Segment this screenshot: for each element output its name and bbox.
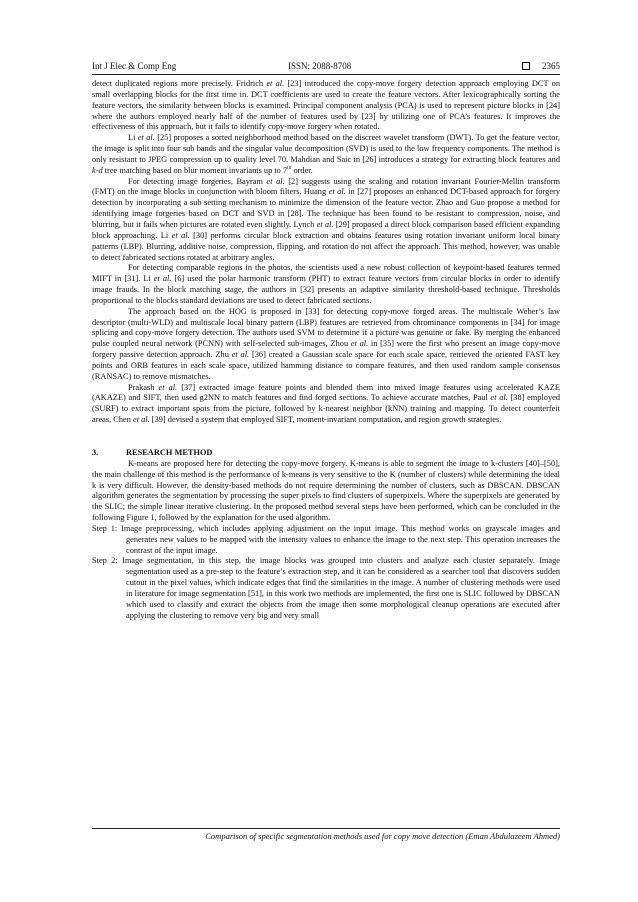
footer-rule	[92, 828, 560, 829]
page-number: 2365	[542, 61, 560, 71]
paragraph: For detecting image forgeries, Bayram et al. [2] suggests using the scaling and rotation invariant Fourier-Mellin transform (FMT) on the image blocks in conjunction with bloom filters. Huang et al. in [27] proposes an enhanced DCT-based approach for forgery detection by incorporating a sub setting mechanism to minimize the dimension of the feature vector. Zhao and Guo propose a method for identifying image forgeries based on DCT and SVD in [28]. The technique has been found to be resistant to compression, noise, and blurring, but it fails when pictures are rotated even slightly. Lynch et al. [29] proposed a direct block comparison based efficient expanding block approaching. Li et al. [30] performs circular block extraction and obtains features using rotation invariant uniform local binary patterns (LBP). Blurring, additive noise, compression, flipping, and rotation do not affect the approach. This method, however, was unable to detect fabricated sections rotated at arbitrary angles.	[92, 176, 560, 262]
method-step: Step 2: Image segmentation, in this step, the image blocks was grouped into clusters and analyze each cluster separately. Image segmentation used as a pre-step to the feature’s extraction step, and it can be considered as a searcher tool that discovers sudden cutout in the pixel values, which indicate edges that find the similarities in the image. A number of clustering methods were used in literature for image segmentation [51], in this work two methods are implemented, the first one is SLIC followed by DBSCAN which used to classify and extract the objects from the image then some morphological cleanup operations are executed after applying the clustering to remove very big and very small	[92, 556, 560, 620]
paragraph: The approach based on the HOG is proposed in [33] for detecting copy-move forged areas. The multiscale Weber’s law descriptor (multi-WLD) and multiscale local binary pattern (LBP) features are retrieved from chrominance components in [34] for image splicing and copy-move forgery detection. The authors used SVM to determine if a picture was genuine or fake. By merging the enhanced pulse coupled neural network (PCNN) with self-selected sub-images, Zhou et al. in [35] were the first who present an image copy-move forgery passive detection approach. Zhu et al. [36] created a Gaussian scale space for each scale space, retrieved the oriented FAST key points and ORB features in each scale space, utilized hamming distance to compare features, and then used random sample consensus (RANSAC) to remove mismatches.	[92, 306, 561, 381]
section-number: 3.	[92, 448, 99, 457]
paragraph: For detecting comparable regions in the photos, the scientists used a new robust collection of keypoint-based features termed MIFT in [31]. Li et al. [6] used the polar harmonic transform (PHT) to extract feature vectors from circular blocks in order to identify image frauds. In the block matching stage, the authors in [32] presents an adaptive similarity threshold-based technique. Thresholds proportional to the blocks standard deviations are used to detect fabricated sections.	[92, 263, 560, 305]
paragraph: Prakash et al. [37] extracted image feature points and blended them into mixed image features using accelerated KAZE (AKAZE) and SIFT, then used g2NN to match features and find forged sections. To achieve accurate matches, Paul et al. [38] employed (SURF) to extract important spots from the picture, followed by k-nearest neighbor (kNN) training and mapping. To detect counterfeit areas, Chen et al. [39] devised a system that employed SIFT, moment-invariant computation, and region growth strategies.	[92, 382, 560, 425]
issn: ISSN: 2088-8708	[288, 61, 352, 71]
page-number-group	[522, 60, 560, 72]
journal-name: Int J Elec & Comp Eng	[92, 61, 177, 71]
paragraph: Li et al. [25] proposes a sorted neighborhood method based on the discreet wavelet transform (DWT). To get the feature vector, the image is split into four sub bands and the singular value decomposition (SVD) is used to the low frequency components. The method is only resistant to JPEG compression up to quality level 70. Mahdian and Saic in [26] introduces a strategy for extracting block features and k-d tree matching based on blur moment invariants up to 7th order.	[92, 133, 560, 175]
method-step: Step 1: Image preprocessing, which includes applying adjustment on the input image. This method works on grayscale images and generates new values to be mapped with the intensity values to enhance the image to the next step. This operation increases the contrast of the input image.	[92, 523, 560, 555]
section-title: RESEARCH METHOD	[126, 448, 213, 457]
page-footer: Comparison of specific segmentation methods used for copy move detection (Eman Abdulazeem Ahmed)	[205, 831, 560, 841]
paragraph: detect duplicated regions more precisely. Fridrich et al. [23] introduced the copy-move forgery detection approach employing DCT on small overlapping blocks for the first time in. DCT coefficients are used to create the feature vectors. After lexicographically sorting the feature vectors, the similarity between blocks is examined. Principal component analysis (PCA) is used to represent picture blocks in [24] where the authors employed nearly half of the number of features used by [23] by utilizing one of PCA’s features. It improves the effectiveness of this approach, but it fails to identify copy-move forgery when rotated.	[92, 79, 560, 132]
section-heading	[92, 448, 560, 459]
section-gap	[92, 426, 560, 448]
header-rule	[92, 74, 560, 75]
checkbox-square-icon	[522, 62, 530, 70]
section-intro: K-means are proposed here for detecting the copy-move forgery. K-means is able to segment the image to k-clusters [40]–[50], the main challenge of this method is the performance of k-means is very sensitive to the K (number of clusters) while determining the ideal k is very difficult. However, the density-based methods do not require determining the number of clusters, such as DBSCAN. DBSCAN algorithm generates the segmentation by processing the super pixels to find clusters of superpixels. Where the superpixels are generated by the SLIC; the simple linear iterative clustering. In the proposed method several steps have been performed, which can be concluded in the following Figure 1, followed by the explanation for the used algorithm.	[92, 458, 560, 523]
page-header	[92, 60, 560, 72]
article-body	[92, 79, 560, 622]
